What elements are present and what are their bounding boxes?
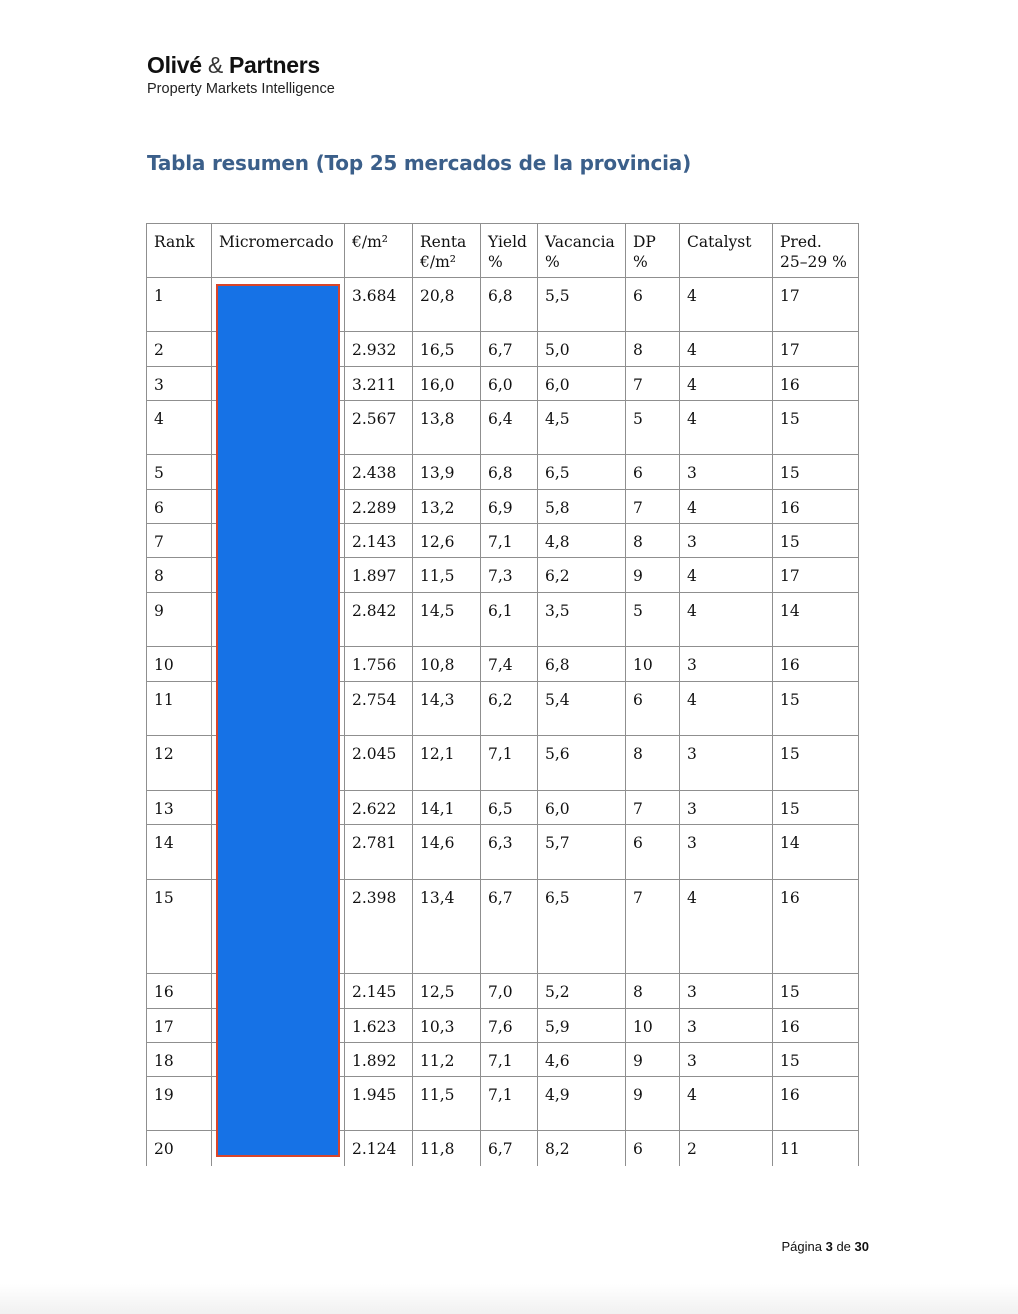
header-vacancia <box>538 224 626 278</box>
cell-yield: 7,1 <box>481 1077 538 1131</box>
header-renta <box>413 224 481 278</box>
header-vacancia-line1: Vacancia <box>545 233 615 251</box>
cell-yield: 6,2 <box>481 682 538 736</box>
cell-yield: 6,7 <box>481 332 538 367</box>
cell-pred: 11 <box>773 1131 859 1166</box>
cell-catalyst: 2 <box>680 1131 773 1166</box>
cell-price: 2.398 <box>345 880 413 974</box>
cell-pred: 17 <box>773 278 859 332</box>
cell-catalyst: 4 <box>680 367 773 401</box>
cell-rank: 17 <box>147 1009 212 1043</box>
cell-price: 1.945 <box>345 1077 413 1131</box>
cell-renta: 16,5 <box>413 332 481 367</box>
cell-dp: 8 <box>626 332 680 367</box>
cell-price: 1.892 <box>345 1043 413 1077</box>
redaction-box <box>216 284 340 1157</box>
cell-dp: 6 <box>626 825 680 880</box>
cell-pred: 15 <box>773 682 859 736</box>
header-renta-line2: €/m² <box>420 253 456 271</box>
cell-price: 2.438 <box>345 455 413 490</box>
cell-yield: 6,7 <box>481 880 538 974</box>
cell-yield: 7,1 <box>481 524 538 558</box>
cell-vacancia: 5,5 <box>538 278 626 332</box>
header-price-line1: €/m² <box>352 233 388 251</box>
header-micromercado: Micromercado <box>212 224 345 278</box>
cell-catalyst: 3 <box>680 1043 773 1077</box>
cell-vacancia: 5,0 <box>538 332 626 367</box>
header-yield-line2: % <box>488 253 503 271</box>
header-dp-line1: DP <box>633 233 656 251</box>
cell-rank: 19 <box>147 1077 212 1131</box>
cell-price: 2.781 <box>345 825 413 880</box>
cell-vacancia: 5,9 <box>538 1009 626 1043</box>
cell-yield: 7,1 <box>481 736 538 791</box>
cell-vacancia: 4,8 <box>538 524 626 558</box>
header-catalyst: Catalyst <box>680 224 773 278</box>
cell-pred: 16 <box>773 647 859 682</box>
cell-dp: 6 <box>626 455 680 490</box>
cell-price: 2.124 <box>345 1131 413 1166</box>
header-price <box>345 224 413 278</box>
cell-pred: 16 <box>773 1009 859 1043</box>
cell-dp: 9 <box>626 1043 680 1077</box>
cell-price: 3.684 <box>345 278 413 332</box>
cell-renta: 11,5 <box>413 558 481 593</box>
cell-price: 2.622 <box>345 791 413 825</box>
header-pred-line2: 25–29 % <box>780 253 847 271</box>
cell-price: 1.897 <box>345 558 413 593</box>
cell-price: 2.754 <box>345 682 413 736</box>
cell-catalyst: 3 <box>680 974 773 1009</box>
cell-vacancia: 5,8 <box>538 490 626 524</box>
cell-price: 2.045 <box>345 736 413 791</box>
cell-yield: 7,3 <box>481 558 538 593</box>
cell-dp: 7 <box>626 880 680 974</box>
cell-pred: 15 <box>773 974 859 1009</box>
cell-catalyst: 3 <box>680 1009 773 1043</box>
cell-renta: 11,2 <box>413 1043 481 1077</box>
cell-yield: 7,6 <box>481 1009 538 1043</box>
cell-dp: 7 <box>626 490 680 524</box>
cell-renta: 12,1 <box>413 736 481 791</box>
cell-dp: 6 <box>626 278 680 332</box>
cell-price: 2.932 <box>345 332 413 367</box>
cell-renta: 12,5 <box>413 974 481 1009</box>
cell-pred: 15 <box>773 455 859 490</box>
current-page: 3 <box>825 1239 833 1254</box>
cell-pred: 15 <box>773 524 859 558</box>
brand-name-part2: Partners <box>229 52 320 78</box>
cell-dp: 10 <box>626 1009 680 1043</box>
cell-yield: 6,4 <box>481 401 538 455</box>
brand-tagline: Property Markets Intelligence <box>147 81 335 97</box>
cell-pred: 15 <box>773 1043 859 1077</box>
brand-logo <box>147 52 335 98</box>
header-rank: Rank <box>147 224 212 278</box>
cell-renta: 16,0 <box>413 367 481 401</box>
cell-dp: 10 <box>626 647 680 682</box>
cell-rank: 4 <box>147 401 212 455</box>
cell-yield: 7,1 <box>481 1043 538 1077</box>
cell-rank: 5 <box>147 455 212 490</box>
brand-name <box>147 52 335 78</box>
cell-yield: 6,1 <box>481 593 538 647</box>
cell-rank: 16 <box>147 974 212 1009</box>
cell-rank: 20 <box>147 1131 212 1166</box>
cell-vacancia: 5,7 <box>538 825 626 880</box>
cell-catalyst: 4 <box>680 558 773 593</box>
cell-price: 2.567 <box>345 401 413 455</box>
cell-yield: 7,4 <box>481 647 538 682</box>
cell-pred: 16 <box>773 490 859 524</box>
cell-price: 1.623 <box>345 1009 413 1043</box>
cell-price: 2.143 <box>345 524 413 558</box>
cell-vacancia: 6,2 <box>538 558 626 593</box>
cell-pred: 14 <box>773 593 859 647</box>
cell-price: 2.289 <box>345 490 413 524</box>
cell-catalyst: 3 <box>680 455 773 490</box>
cell-vacancia: 4,9 <box>538 1077 626 1131</box>
header-yield-line1: Yield <box>488 233 527 251</box>
cell-renta: 14,6 <box>413 825 481 880</box>
page-bottom-edge <box>0 1284 1018 1314</box>
cell-catalyst: 3 <box>680 647 773 682</box>
cell-yield: 6,0 <box>481 367 538 401</box>
cell-renta: 13,9 <box>413 455 481 490</box>
cell-yield: 6,7 <box>481 1131 538 1166</box>
cell-rank: 11 <box>147 682 212 736</box>
cell-catalyst: 4 <box>680 278 773 332</box>
cell-rank: 7 <box>147 524 212 558</box>
cell-catalyst: 4 <box>680 332 773 367</box>
cell-price: 2.145 <box>345 974 413 1009</box>
header-pred-line1: Pred. <box>780 233 822 251</box>
cell-yield: 6,9 <box>481 490 538 524</box>
cell-pred: 16 <box>773 367 859 401</box>
header-vacancia-line2: % <box>545 253 560 271</box>
header-pred <box>773 224 859 278</box>
cell-vacancia: 8,2 <box>538 1131 626 1166</box>
cell-vacancia: 4,6 <box>538 1043 626 1077</box>
cell-rank: 3 <box>147 367 212 401</box>
page-word: Página <box>781 1239 822 1254</box>
cell-vacancia: 6,5 <box>538 455 626 490</box>
cell-dp: 9 <box>626 1077 680 1131</box>
cell-catalyst: 3 <box>680 524 773 558</box>
brand-name-part1: Olivé <box>147 52 202 78</box>
cell-dp: 9 <box>626 558 680 593</box>
cell-renta: 13,8 <box>413 401 481 455</box>
cell-rank: 13 <box>147 791 212 825</box>
cell-renta: 13,2 <box>413 490 481 524</box>
cell-yield: 6,8 <box>481 455 538 490</box>
cell-dp: 8 <box>626 974 680 1009</box>
cell-yield: 6,8 <box>481 278 538 332</box>
cell-catalyst: 3 <box>680 736 773 791</box>
cell-renta: 20,8 <box>413 278 481 332</box>
cell-catalyst: 4 <box>680 1077 773 1131</box>
cell-rank: 6 <box>147 490 212 524</box>
cell-pred: 16 <box>773 1077 859 1131</box>
cell-vacancia: 6,8 <box>538 647 626 682</box>
cell-catalyst: 3 <box>680 825 773 880</box>
cell-renta: 12,6 <box>413 524 481 558</box>
cell-yield: 6,5 <box>481 791 538 825</box>
total-pages: 30 <box>854 1239 869 1254</box>
cell-vacancia: 5,2 <box>538 974 626 1009</box>
cell-renta: 11,8 <box>413 1131 481 1166</box>
header-renta-line1: Renta <box>420 233 467 251</box>
cell-pred: 15 <box>773 791 859 825</box>
cell-yield: 7,0 <box>481 974 538 1009</box>
cell-rank: 14 <box>147 825 212 880</box>
cell-pred: 16 <box>773 880 859 974</box>
table-header-row <box>147 224 859 278</box>
section-title: Tabla resumen (Top 25 mercados de la provincia) <box>147 151 692 175</box>
cell-dp: 5 <box>626 401 680 455</box>
header-dp-line2: % <box>633 253 648 271</box>
cell-price: 2.842 <box>345 593 413 647</box>
cell-dp: 8 <box>626 736 680 791</box>
cell-rank: 15 <box>147 880 212 974</box>
cell-renta: 14,1 <box>413 791 481 825</box>
cell-rank: 18 <box>147 1043 212 1077</box>
cell-dp: 6 <box>626 682 680 736</box>
cell-catalyst: 3 <box>680 791 773 825</box>
cell-catalyst: 4 <box>680 593 773 647</box>
cell-rank: 12 <box>147 736 212 791</box>
cell-catalyst: 4 <box>680 682 773 736</box>
cell-renta: 11,5 <box>413 1077 481 1131</box>
cell-dp: 7 <box>626 367 680 401</box>
cell-pred: 15 <box>773 736 859 791</box>
cell-renta: 10,8 <box>413 647 481 682</box>
cell-dp: 8 <box>626 524 680 558</box>
cell-vacancia: 5,6 <box>538 736 626 791</box>
cell-pred: 15 <box>773 401 859 455</box>
cell-price: 1.756 <box>345 647 413 682</box>
cell-vacancia: 5,4 <box>538 682 626 736</box>
brand-ampersand: & <box>207 52 223 78</box>
page-number <box>781 1239 869 1254</box>
cell-yield: 6,3 <box>481 825 538 880</box>
cell-pred: 17 <box>773 332 859 367</box>
cell-renta: 14,3 <box>413 682 481 736</box>
cell-vacancia: 6,0 <box>538 367 626 401</box>
of-word: de <box>836 1239 851 1254</box>
cell-pred: 17 <box>773 558 859 593</box>
cell-vacancia: 6,0 <box>538 791 626 825</box>
cell-vacancia: 3,5 <box>538 593 626 647</box>
cell-dp: 5 <box>626 593 680 647</box>
cell-catalyst: 4 <box>680 880 773 974</box>
cell-pred: 14 <box>773 825 859 880</box>
cell-rank: 2 <box>147 332 212 367</box>
cell-vacancia: 6,5 <box>538 880 626 974</box>
cell-rank: 8 <box>147 558 212 593</box>
cell-renta: 14,5 <box>413 593 481 647</box>
cell-price: 3.211 <box>345 367 413 401</box>
cell-dp: 7 <box>626 791 680 825</box>
header-yield <box>481 224 538 278</box>
cell-dp: 6 <box>626 1131 680 1166</box>
cell-catalyst: 4 <box>680 490 773 524</box>
cell-catalyst: 4 <box>680 401 773 455</box>
cell-renta: 13,4 <box>413 880 481 974</box>
cell-rank: 1 <box>147 278 212 332</box>
cell-rank: 9 <box>147 593 212 647</box>
cell-renta: 10,3 <box>413 1009 481 1043</box>
header-dp <box>626 224 680 278</box>
cell-rank: 10 <box>147 647 212 682</box>
cell-vacancia: 4,5 <box>538 401 626 455</box>
